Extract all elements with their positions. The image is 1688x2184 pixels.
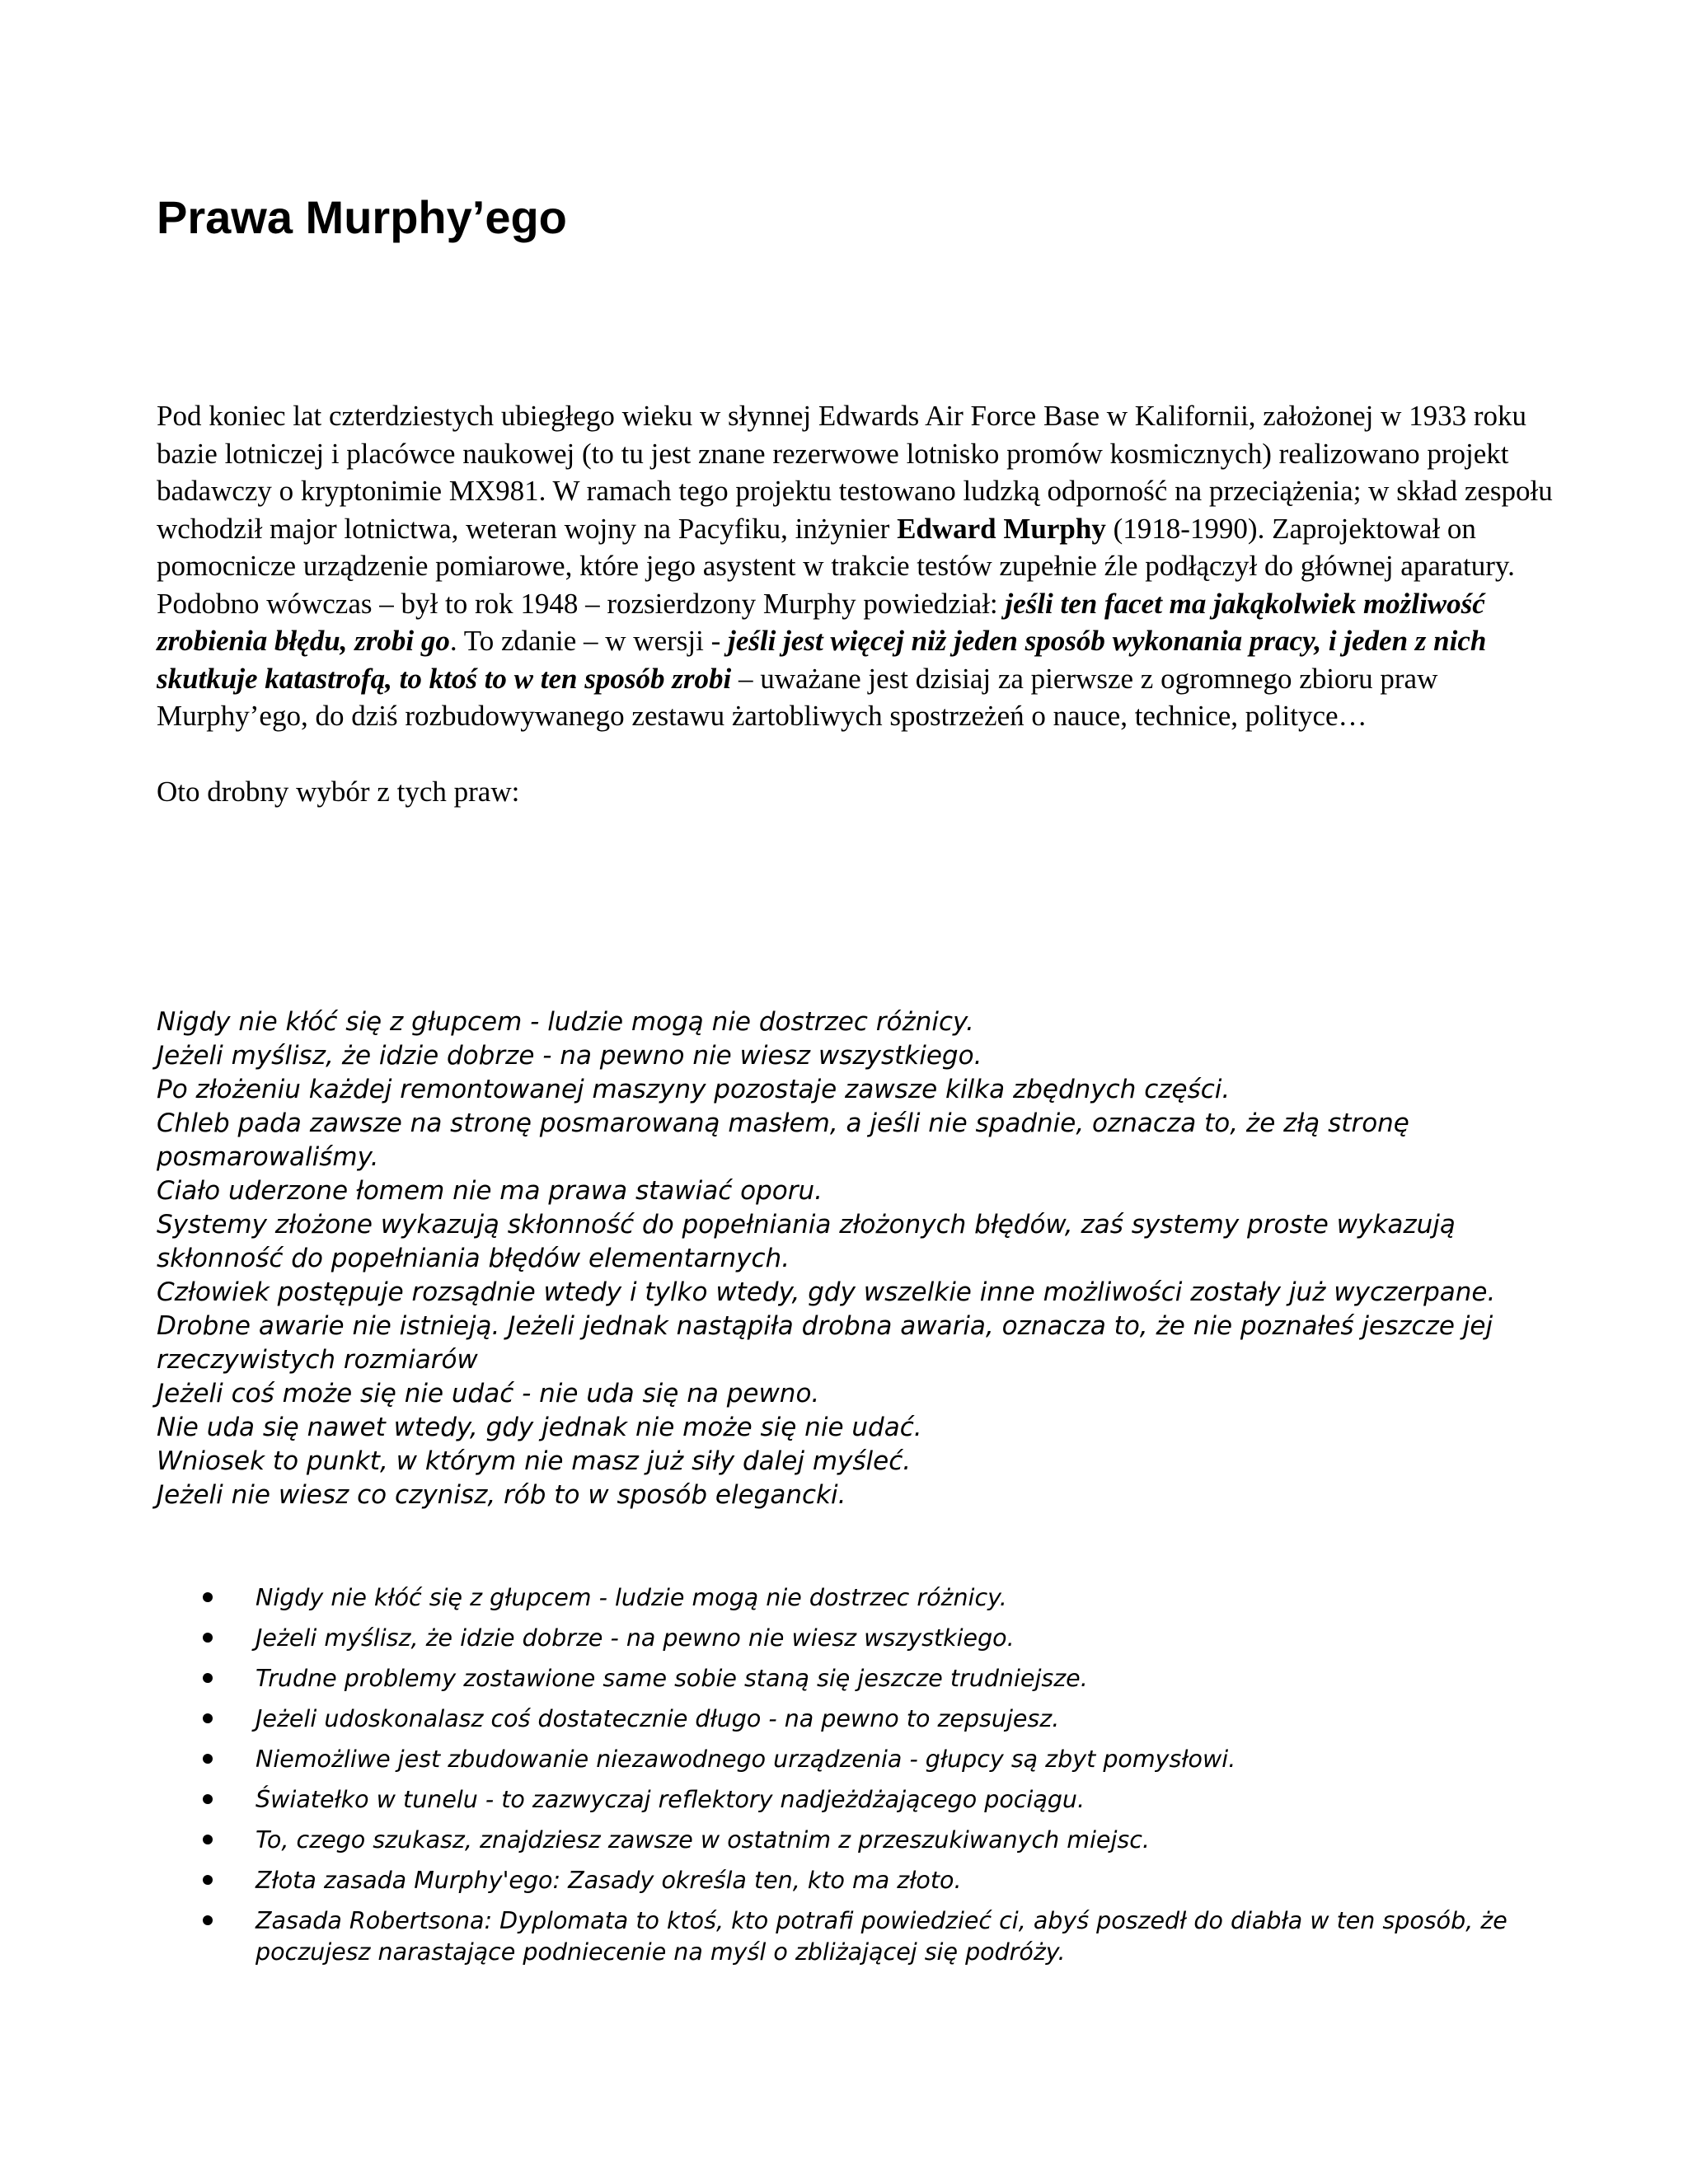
law-item: Chleb pada zawsze na stronę posmarowaną masłem, a jeśli nie spadnie, oznacza to, że złą stronę posmarowaliśmy. <box>157 1108 1409 1172</box>
bullet-text: Złota zasada Murphy'ego: Zasady określa ten, kto ma złoto. <box>256 1867 962 1894</box>
bullet-list <box>198 1582 1550 1977</box>
law-item: Nie uda się nawet wtedy, gdy jednak nie może się nie udać. <box>157 1413 922 1442</box>
murphy-quote-original: jeśli ten facet ma jakąkolwiek możliwość zrobienia błędu, zrobi go <box>157 587 1485 657</box>
law-item: Człowiek postępuje rozsądnie wtedy i tylko wtedy, gdy wszelkie inne możliwości zostały już wyczerpane. <box>157 1277 1496 1307</box>
law-item: Jeżeli nie wiesz co czynisz, rób to w sposób elegancki. <box>157 1480 846 1510</box>
intro-text-d: – uważane jest dzisiaj za pierwsze z ogromnego zbioru praw Murphy’ego, do dziś rozbudowywanego zestawu żartobliwych spostrzeżeń o nauce, technice, polityce… <box>157 662 1438 732</box>
murphy-quote-version: jeśli jest więcej niż jeden sposób wykonania pracy, i jeden z nich skutkuje katastrofą, to ktoś to w ten sposób zrobi <box>157 625 1487 695</box>
law-item: Jeżeli coś może się nie udać - nie uda się na pewno. <box>157 1379 820 1408</box>
bullet-text: Nigdy nie kłóć się z głupcem - ludzie mogą nie dostrzec różnicy. <box>256 1584 1007 1611</box>
law-item: Jeżeli myślisz, że idzie dobrze - na pewno nie wiesz wszystkiego. <box>157 1041 982 1071</box>
law-item: Systemy złożone wykazują skłonność do popełniania złożonych błędów, zaś systemy proste wykazują skłonność do popełniania błędów elementarnych. <box>157 1210 1456 1273</box>
bullet-item <box>198 1582 1550 1614</box>
intro-text-c: . To zdanie – w wersji - <box>449 625 728 657</box>
bullet-dot-icon <box>203 1633 213 1643</box>
bullet-dot-icon <box>203 1673 213 1683</box>
bullet-item <box>198 1623 1550 1654</box>
intro-text-a: Pod koniec lat czterdziestych ubiegłego wieku w słynnej Edwards Air Force Base w Kalifornii, założonej w 1933 roku bazie lotniczej i placówce naukowej (to tu jest znane rezerwowe lotnisko promów kosmicznych) realizowano projekt badawczy o kryptonimie MX981. W ramach tego projektu testowano ludzką odporność na przeciążenia; w skład zespołu wchodził major lotnictwa, weteran wojny na Pacyfiku, inżynier <box>157 400 1553 545</box>
bullet-dot-icon <box>203 1875 213 1885</box>
bullet-item <box>198 1905 1550 1968</box>
bullet-dot-icon <box>203 1754 213 1764</box>
bullet-text: To, czego szukasz, znajdziesz zawsze w ostatnim z przeszukiwanych miejsc. <box>256 1826 1150 1854</box>
bullet-text: Trudne problemy zostawione same sobie staną się jeszcze trudniejsze. <box>256 1665 1088 1692</box>
law-item: Ciało uderzone łomem nie ma prawa stawiać oporu. <box>157 1176 823 1206</box>
paragraph-gap <box>157 735 1574 773</box>
bullet-item <box>198 1663 1550 1694</box>
bullet-dot-icon <box>203 1915 213 1925</box>
bullet-text: Zasada Robertsona: Dyplomata to ktoś, kto potrafi powiedzieć ci, abyś poszedł do diabła w ten sposób, że poczujesz narastające podniecenie na myśl o zbliżającej się podróży. <box>256 1907 1507 1966</box>
bullet-text: Niemożliwe jest zbudowanie niezawodnego urządzenia - głupcy są zbyt pomysłowi. <box>256 1746 1236 1773</box>
law-item: Drobne awarie nie istnieją. Jeżeli jednak nastąpiła drobna awaria, oznacza to, że nie poznałeś jeszcze jej rzeczywistych rozmiarów <box>157 1311 1493 1375</box>
laws-list <box>157 1005 1558 1512</box>
murphy-name: Edward Murphy <box>897 512 1106 545</box>
law-item: Po złożeniu każdej remontowanej maszyny pozostaje zawsze kilka zbędnych części. <box>157 1075 1231 1104</box>
law-item: Nigdy nie kłóć się z głupcem - ludzie mogą nie dostrzec różnicy. <box>157 1007 974 1037</box>
bullet-item <box>198 1704 1550 1735</box>
page-title: Prawa Murphy’ego <box>157 191 567 243</box>
bullet-dot-icon <box>203 1835 213 1844</box>
intro-paragraph <box>157 397 1574 735</box>
bullet-text: Jeżeli myślisz, że idzie dobrze - na pewno nie wiesz wszystkiego. <box>256 1624 1015 1652</box>
bullet-dot-icon <box>203 1592 213 1602</box>
bullet-item <box>198 1784 1550 1816</box>
bullet-item <box>198 1865 1550 1896</box>
bullet-text: Jeżeli udoskonalasz coś dostatecznie długo - na pewno to zepsujesz. <box>256 1705 1060 1732</box>
intro-section <box>157 397 1574 810</box>
bullet-text: Światełko w tunelu - to zazwyczaj reflektory nadjeżdżającego pociągu. <box>256 1786 1085 1813</box>
selection-intro: Oto drobny wybór z tych praw: <box>157 775 520 808</box>
bullet-dot-icon <box>203 1794 213 1804</box>
bullet-item <box>198 1744 1550 1775</box>
law-item: Wniosek to punkt, w którym nie masz już siły dalej myśleć. <box>157 1446 912 1476</box>
bullet-dot-icon <box>203 1713 213 1723</box>
intro-text-b: (1918-1990). Zaprojektował on pomocnicze urządzenie pomiarowe, które jego asystent w trakcie testów zupełnie źle podłączył do głównej aparatury. Podobno wówczas – był to rok 1948 – rozsierdzony Murphy powiedział: <box>157 512 1515 620</box>
bullet-item <box>198 1825 1550 1856</box>
